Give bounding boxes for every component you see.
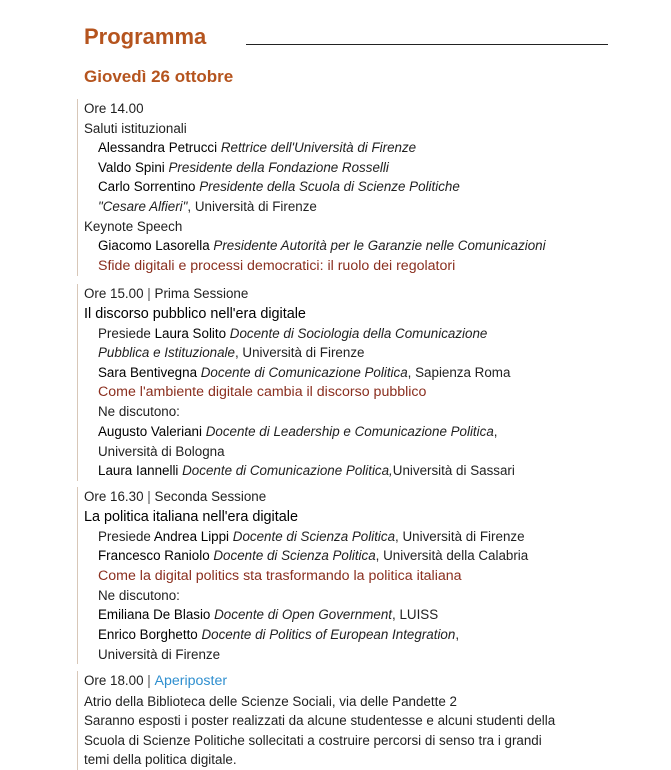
chair-line (84, 527, 644, 547)
event-description: temi della politica digitale. (84, 752, 237, 768)
day-heading: Giovedì 26 ottobre (84, 67, 234, 86)
speaker-name: Alessandra Petrucci (98, 140, 218, 156)
speaker-name: Giacomo Lasorella (98, 238, 210, 254)
chair-line-cont (84, 343, 644, 363)
speaker-role: Docente di Open Government (214, 607, 393, 623)
speaker-line (84, 138, 644, 158)
session-label: Aperiposter (154, 673, 228, 689)
talk-title: Come l'ambiente digitale cambia il discorso pubblico (98, 384, 427, 401)
speaker-role: "Cesare Alfieri" (98, 198, 188, 214)
page-title: Programma (84, 24, 207, 49)
speaker-affiliation: , LUISS (392, 607, 439, 623)
discussant-line (84, 461, 644, 481)
separator: | (147, 489, 151, 504)
discussant-line (84, 422, 644, 442)
discussants-label: Ne discutono: (98, 587, 180, 603)
session-time: Ore 15.00 (84, 286, 144, 301)
discussants-label: Ne discutono: (98, 404, 180, 420)
speaker-name: Carlo Sorrentino (98, 179, 196, 195)
speaker-role: Docente di Scienza Politica (232, 528, 396, 544)
keynote-label: Keynote Speech (84, 218, 183, 234)
session-header (84, 671, 644, 692)
speaker-name: Emiliana De Blasio (98, 607, 211, 623)
speaker-role: Docente di Comunicazione Politica, (182, 463, 393, 479)
chair-prefix: Presiede (98, 528, 151, 544)
speaker-name: Francesco Raniolo (98, 548, 210, 564)
session-time: Ore 14.00 (84, 101, 144, 116)
chair-line (84, 324, 644, 344)
speaker-name: Sara Bentivegna (98, 364, 198, 380)
greetings-label: Saluti istituzionali (84, 120, 187, 136)
speaker-name: Laura Solito (154, 325, 227, 341)
speaker-line (84, 236, 644, 256)
speaker-role: Docente di Scienza Politica (213, 548, 376, 564)
speaker-affiliation: , Sapienza Roma (407, 364, 511, 380)
speaker-name: Andrea Lippi (153, 528, 230, 544)
speaker-affiliation: , Università di Firenze (395, 528, 525, 544)
speaker-name: Valdo Spini (98, 159, 165, 175)
speaker-role: Docente di Comunicazione Politica (200, 364, 408, 380)
speaker-affiliation: Università di Sassari (392, 463, 515, 479)
speaker-name: Augusto Valeriani (98, 423, 202, 439)
speaker-line (84, 363, 644, 383)
discussant-line-cont: Università di Firenze (98, 646, 221, 662)
speaker-line-cont (84, 197, 644, 217)
speaker-affiliation: , (493, 423, 498, 439)
chair-prefix: Presiede (98, 325, 151, 341)
speaker-role: Presidente della Scuola di Scienze Politiche (199, 179, 460, 195)
speaker-name: Laura Iannelli (98, 463, 179, 479)
speaker-role: Presidente Autorità per le Garanzie nelle Comunicazioni (213, 238, 546, 254)
session-second (77, 487, 644, 664)
speaker-affiliation: , (455, 626, 460, 642)
speaker-affiliation: , Università della Calabria (375, 548, 529, 564)
discussant-line (84, 605, 644, 625)
talk-title: Sfide digitali e processi democratici: il ruolo dei regolatori (98, 257, 456, 274)
title-rule (246, 44, 608, 45)
speaker-role: Presidente della Fondazione Rosselli (168, 159, 389, 175)
session-header (84, 487, 644, 507)
session-opening (77, 99, 644, 276)
speaker-line (84, 177, 644, 197)
separator: | (147, 286, 151, 301)
separator: | (147, 673, 151, 688)
session-label: Seconda Sessione (154, 489, 267, 504)
speaker-affiliation: , Università di Firenze (187, 198, 317, 214)
session-label: Prima Sessione (154, 286, 249, 301)
event-description: Scuola di Scienze Politiche sollecitati a costruire percorsi di senso tra i grandi (84, 732, 542, 748)
discussant-line-cont: Università di Bologna (98, 443, 225, 459)
event-location: Atrio della Biblioteca delle Scienze Sociali, via delle Pandette 2 (84, 693, 457, 709)
speaker-affiliation: , Università di Firenze (234, 345, 365, 361)
session-header (84, 284, 644, 304)
session-title: La politica italiana nell'era digitale (84, 508, 298, 525)
session-first (77, 284, 644, 481)
speaker-role: Docente di Leadership e Comunicazione Politica (205, 423, 494, 439)
event-description: Saranno esposti i poster realizzati da alcune studentesse e alcuni studenti della (84, 713, 556, 729)
speaker-line (84, 546, 644, 566)
talk-title: Come la digital politics sta trasformando la politica italiana (98, 567, 462, 584)
speaker-role: Docente di Sociologia della Comunicazione (229, 325, 488, 341)
session-time: Ore 18.00 (84, 673, 144, 688)
session-title: Il discorso pubblico nell'era digitale (84, 305, 306, 322)
session-aperiposter (77, 671, 644, 770)
speaker-role: Pubblica e Istituzionale (98, 345, 235, 361)
discussant-line (84, 625, 644, 645)
speaker-role: Docente di Politics of European Integration (201, 626, 456, 642)
speaker-line (84, 158, 644, 178)
session-time: Ore 16.30 (84, 489, 144, 504)
speaker-name: Enrico Borghetto (98, 626, 198, 642)
speaker-role: Rettrice dell'Università di Firenze (220, 140, 417, 156)
